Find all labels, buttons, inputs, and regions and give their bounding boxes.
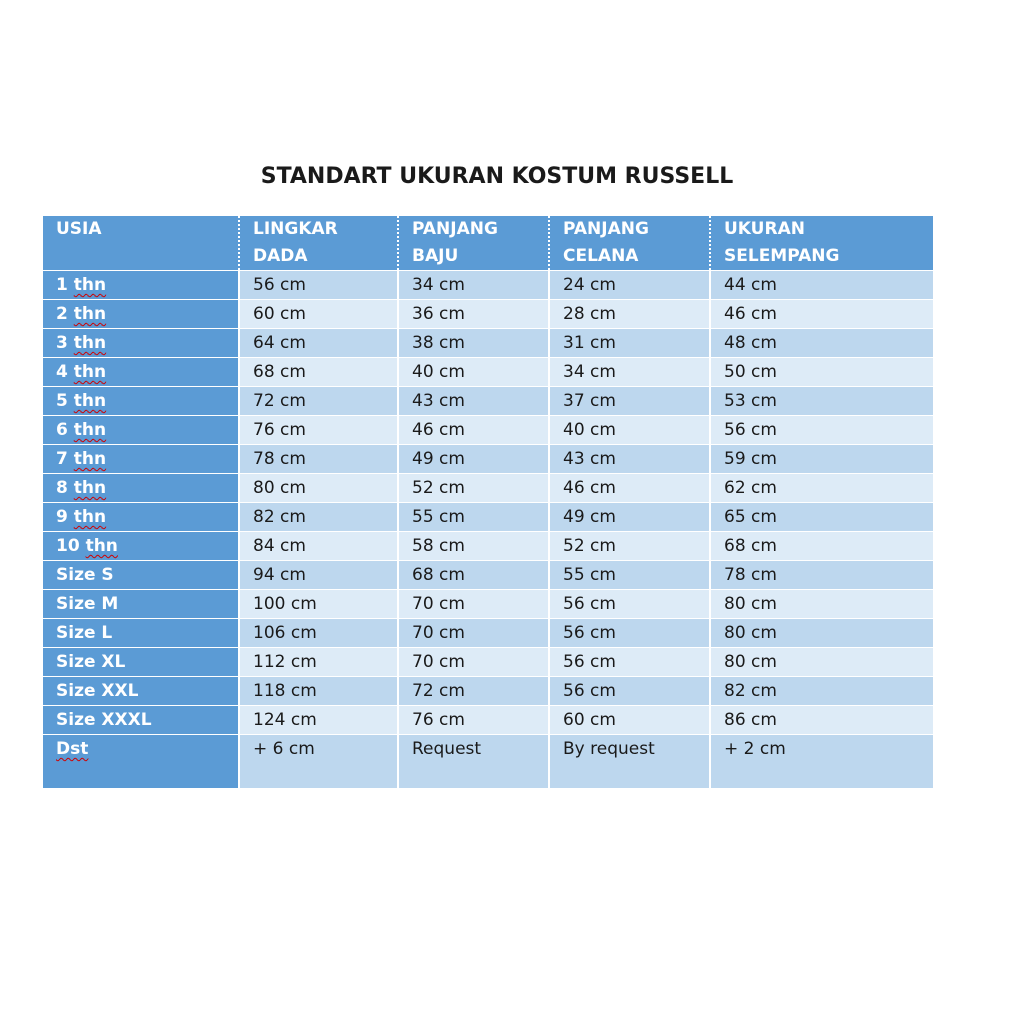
table-row — [43, 561, 933, 590]
size-table-container — [43, 216, 933, 788]
row-age-cell: 4 thn — [43, 358, 239, 387]
cell-dada: 106 cm — [239, 619, 398, 648]
cell-dada: 94 cm — [239, 561, 398, 590]
header-ukuran-selempang: UKURAN SELEMPANG — [710, 216, 933, 271]
table-body — [43, 271, 933, 789]
cell-selempang: 53 cm — [710, 387, 933, 416]
table-header — [43, 216, 933, 271]
cell-baju: Request — [398, 735, 549, 789]
cell-selempang: 62 cm — [710, 474, 933, 503]
header-panjang-baju: PANJANG BAJU — [398, 216, 549, 271]
row-age-cell: 8 thn — [43, 474, 239, 503]
cell-dada: 82 cm — [239, 503, 398, 532]
cell-selempang: 46 cm — [710, 300, 933, 329]
row-age-cell: Size XXL — [43, 677, 239, 706]
table-row — [43, 271, 933, 300]
table-row — [43, 677, 933, 706]
cell-dada: 80 cm — [239, 474, 398, 503]
cell-celana: 52 cm — [549, 532, 710, 561]
header-usia: USIA — [43, 216, 239, 271]
cell-baju: 70 cm — [398, 590, 549, 619]
table-row — [43, 706, 933, 735]
header-lingkar-dada: LINGKAR DADA — [239, 216, 398, 271]
cell-dada: 64 cm — [239, 329, 398, 358]
cell-dada: 124 cm — [239, 706, 398, 735]
cell-celana: 56 cm — [549, 619, 710, 648]
cell-baju: 68 cm — [398, 561, 549, 590]
cell-selempang: 80 cm — [710, 590, 933, 619]
cell-celana: 46 cm — [549, 474, 710, 503]
row-age-cell: 6 thn — [43, 416, 239, 445]
table-row — [43, 619, 933, 648]
cell-celana: 56 cm — [549, 677, 710, 706]
row-age-cell: Size M — [43, 590, 239, 619]
cell-dada: 76 cm — [239, 416, 398, 445]
row-age-cell: 3 thn — [43, 329, 239, 358]
row-age-cell: 5 thn — [43, 387, 239, 416]
cell-celana: By request — [549, 735, 710, 789]
cell-baju: 70 cm — [398, 648, 549, 677]
cell-selempang: 50 cm — [710, 358, 933, 387]
cell-selempang: 82 cm — [710, 677, 933, 706]
cell-selempang: 86 cm — [710, 706, 933, 735]
cell-selempang: 48 cm — [710, 329, 933, 358]
cell-celana: 43 cm — [549, 445, 710, 474]
cell-baju: 52 cm — [398, 474, 549, 503]
row-age-cell: 7 thn — [43, 445, 239, 474]
row-age-cell: 10 thn — [43, 532, 239, 561]
cell-dada: 78 cm — [239, 445, 398, 474]
table-row — [43, 735, 933, 789]
cell-baju: 55 cm — [398, 503, 549, 532]
cell-baju: 72 cm — [398, 677, 549, 706]
table-row — [43, 387, 933, 416]
table-row — [43, 416, 933, 445]
cell-baju: 40 cm — [398, 358, 549, 387]
cell-selempang: 56 cm — [710, 416, 933, 445]
table-row — [43, 503, 933, 532]
table-row — [43, 648, 933, 677]
row-age-cell: 1 thn — [43, 271, 239, 300]
cell-baju: 34 cm — [398, 271, 549, 300]
row-age-cell: Size XL — [43, 648, 239, 677]
cell-dada: + 6 cm — [239, 735, 398, 789]
cell-baju: 46 cm — [398, 416, 549, 445]
row-age-cell: Dst — [43, 735, 239, 789]
cell-celana: 55 cm — [549, 561, 710, 590]
cell-selempang: 80 cm — [710, 648, 933, 677]
cell-selempang: 78 cm — [710, 561, 933, 590]
cell-celana: 28 cm — [549, 300, 710, 329]
cell-dada: 68 cm — [239, 358, 398, 387]
row-age-cell: Size S — [43, 561, 239, 590]
row-age-cell: Size L — [43, 619, 239, 648]
cell-celana: 56 cm — [549, 590, 710, 619]
cell-celana: 24 cm — [549, 271, 710, 300]
table-row — [43, 532, 933, 561]
cell-baju: 36 cm — [398, 300, 549, 329]
cell-celana: 37 cm — [549, 387, 710, 416]
cell-dada: 72 cm — [239, 387, 398, 416]
table-row — [43, 300, 933, 329]
table-row — [43, 445, 933, 474]
cell-dada: 84 cm — [239, 532, 398, 561]
cell-celana: 60 cm — [549, 706, 710, 735]
cell-dada: 112 cm — [239, 648, 398, 677]
cell-selempang: 59 cm — [710, 445, 933, 474]
header-panjang-celana: PANJANG CELANA — [549, 216, 710, 271]
cell-baju: 38 cm — [398, 329, 549, 358]
cell-dada: 118 cm — [239, 677, 398, 706]
table-row — [43, 474, 933, 503]
cell-selempang: 44 cm — [710, 271, 933, 300]
cell-baju: 76 cm — [398, 706, 549, 735]
table-row — [43, 329, 933, 358]
row-age-cell: 9 thn — [43, 503, 239, 532]
cell-baju: 49 cm — [398, 445, 549, 474]
cell-dada: 60 cm — [239, 300, 398, 329]
cell-baju: 58 cm — [398, 532, 549, 561]
cell-selempang: + 2 cm — [710, 735, 933, 789]
row-age-cell: Size XXXL — [43, 706, 239, 735]
cell-dada: 56 cm — [239, 271, 398, 300]
row-age-cell: 2 thn — [43, 300, 239, 329]
cell-dada: 100 cm — [239, 590, 398, 619]
cell-celana: 34 cm — [549, 358, 710, 387]
cell-celana: 56 cm — [549, 648, 710, 677]
table-row — [43, 358, 933, 387]
cell-selempang: 80 cm — [710, 619, 933, 648]
page-title: STANDART UKURAN KOSTUM RUSSELL — [260, 164, 734, 189]
cell-celana: 40 cm — [549, 416, 710, 445]
cell-selempang: 65 cm — [710, 503, 933, 532]
header-row — [43, 216, 933, 271]
size-table — [43, 216, 933, 788]
cell-selempang: 68 cm — [710, 532, 933, 561]
cell-celana: 31 cm — [549, 329, 710, 358]
cell-baju: 43 cm — [398, 387, 549, 416]
cell-baju: 70 cm — [398, 619, 549, 648]
cell-celana: 49 cm — [549, 503, 710, 532]
table-row — [43, 590, 933, 619]
